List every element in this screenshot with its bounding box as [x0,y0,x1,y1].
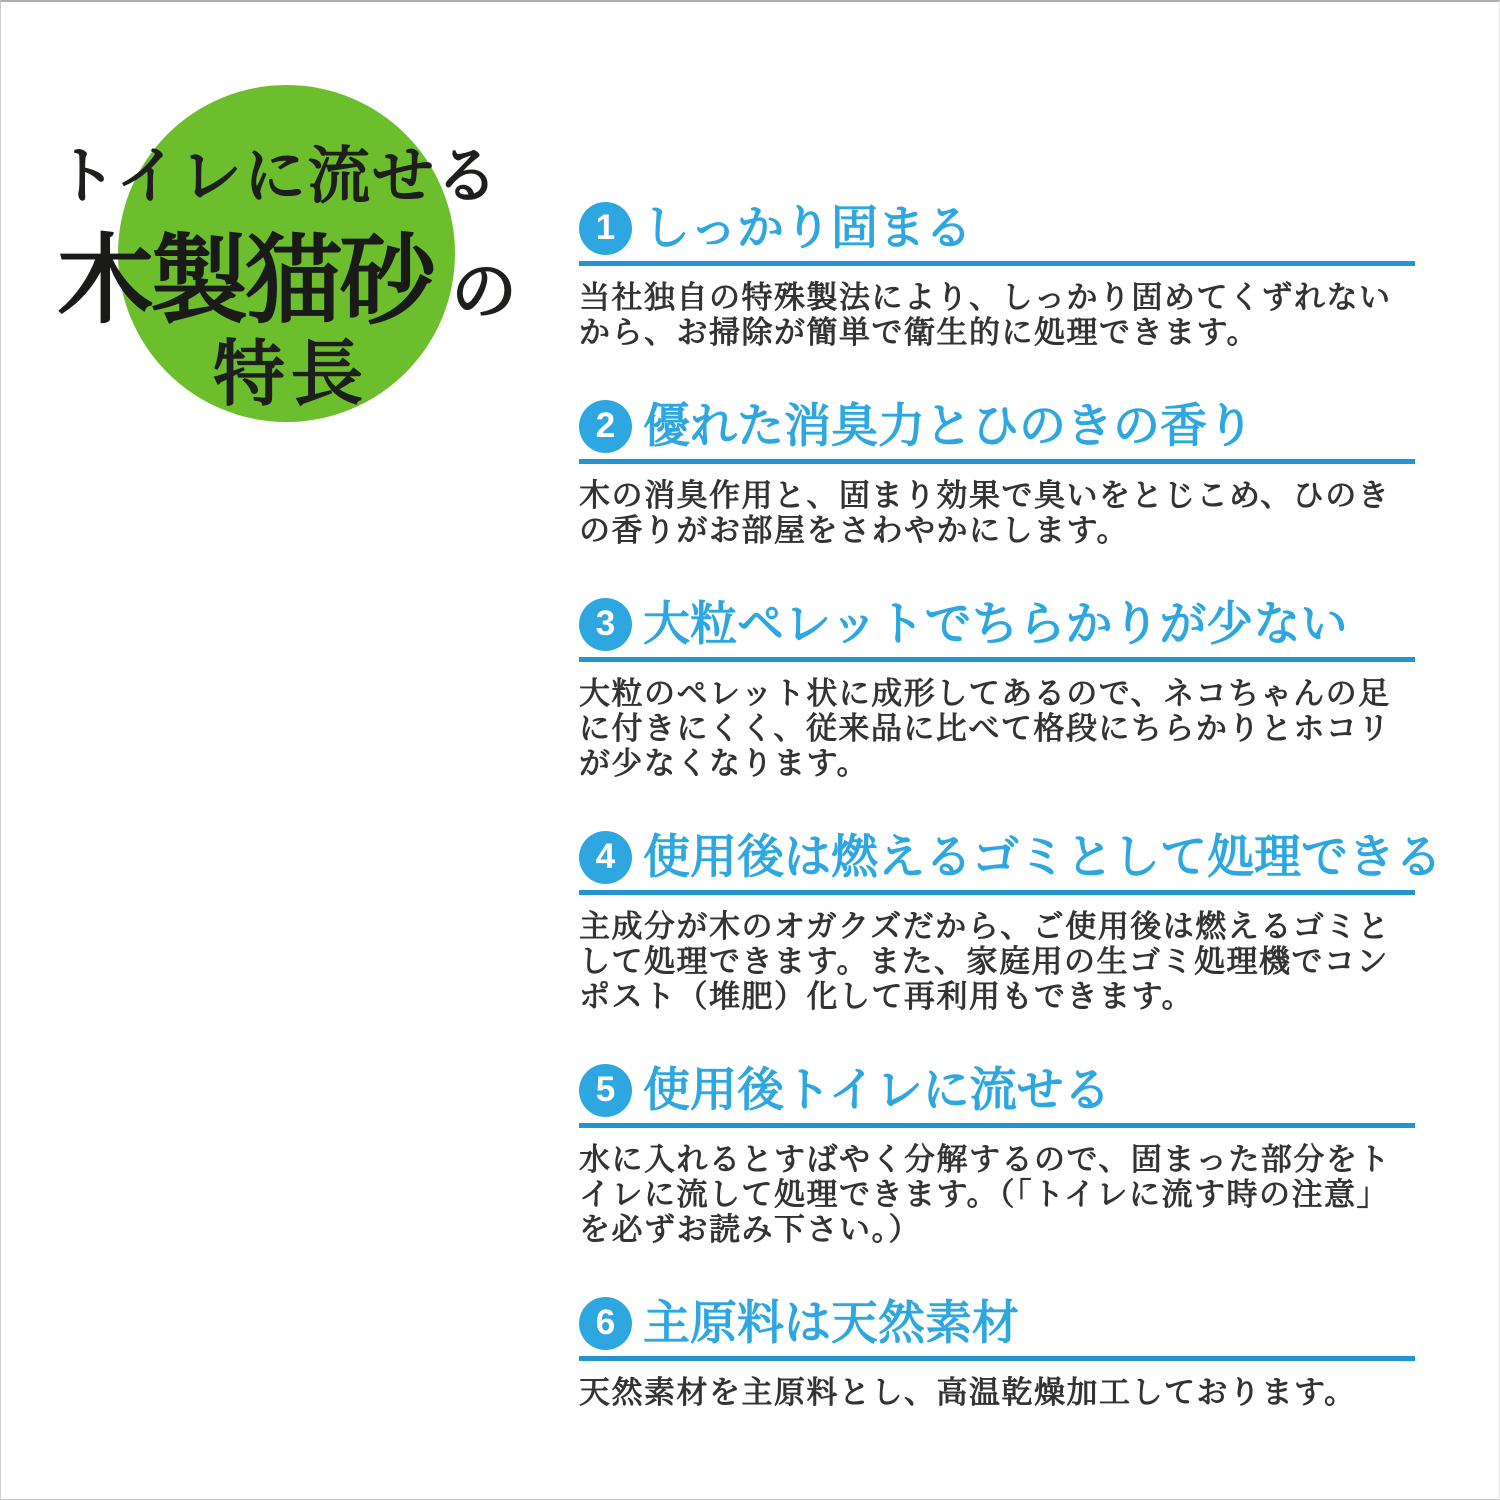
feature-heading [579,398,1415,454]
feature-title: 主原料は天然素材 [643,1296,1019,1349]
feature-section-5 [579,1062,1415,1247]
number-4-badge: 4 [579,831,632,884]
feature-description: 水に入れるとすばやく分解するので、固まった部分をトイレに流して処理できます。（「トイレに流す時の注意」を必ずお読み下さい。） [579,1142,1391,1247]
heading-underline [579,1356,1415,1361]
number-5-badge: 5 [579,1064,632,1117]
number-3-badge: 3 [579,598,632,651]
feature-description: 主成分が木のオガクズだから、ご使用後は燃えるゴミとして処理できます。また、家庭用の生ゴミ処理機でコンポスト（堆肥）化して再利用もできます。 [579,909,1391,1014]
number-1-badge: 1 [579,202,632,255]
feature-section-2 [579,398,1415,548]
feature-heading [579,829,1442,885]
logo-features-word: 特長 [213,335,370,415]
feature-title: しっかり固まる [643,201,972,254]
feature-title: 大粒ペレットでちらかりが少ない [643,597,1348,650]
feature-description: 木の消臭作用と、固まり効果で臭いをとじこめ、ひのきの香りがお部屋をさわやかにします。 [579,478,1391,548]
feature-description: 大粒のペレット状に成形してあるので、ネコちゃんの足に付きにくく、従来品に比べて格段にちらかりとホコリが少なくなります。 [579,676,1391,781]
feature-section-3 [579,596,1415,781]
logo-product-name: 木製猫砂 [57,226,433,335]
feature-heading [579,596,1415,652]
heading-underline [579,657,1415,662]
feature-title: 使用後トイレに流せる [643,1063,1111,1116]
heading-underline [579,890,1415,895]
logo-block [1,2,571,472]
feature-title: 使用後は燃えるゴミとして処理できる [643,830,1442,883]
features-column [579,200,1442,1458]
heading-underline [579,261,1415,266]
feature-description: 当社独自の特殊製法により、しっかり固めてくずれないから、お掃除が簡単で衛生的に処理できます。 [579,280,1392,350]
feature-section-1 [579,200,1415,350]
logo-tagline: トイレに流せる [55,142,500,211]
number-2-badge: 2 [579,400,632,453]
feature-heading [579,200,1415,256]
feature-heading [579,1062,1415,1118]
feature-section-4 [579,829,1442,1014]
number-6-badge: 6 [579,1297,632,1350]
feature-section-6 [579,1295,1415,1410]
heading-underline [579,1123,1415,1128]
feature-title: 優れた消臭力とひのきの香り [643,399,1254,452]
logo-particle-no: の [451,254,517,328]
feature-heading [579,1295,1415,1351]
heading-underline [579,459,1415,464]
feature-description: 天然素材を主原料とし、高温乾燥加工しております。 [579,1375,1357,1410]
